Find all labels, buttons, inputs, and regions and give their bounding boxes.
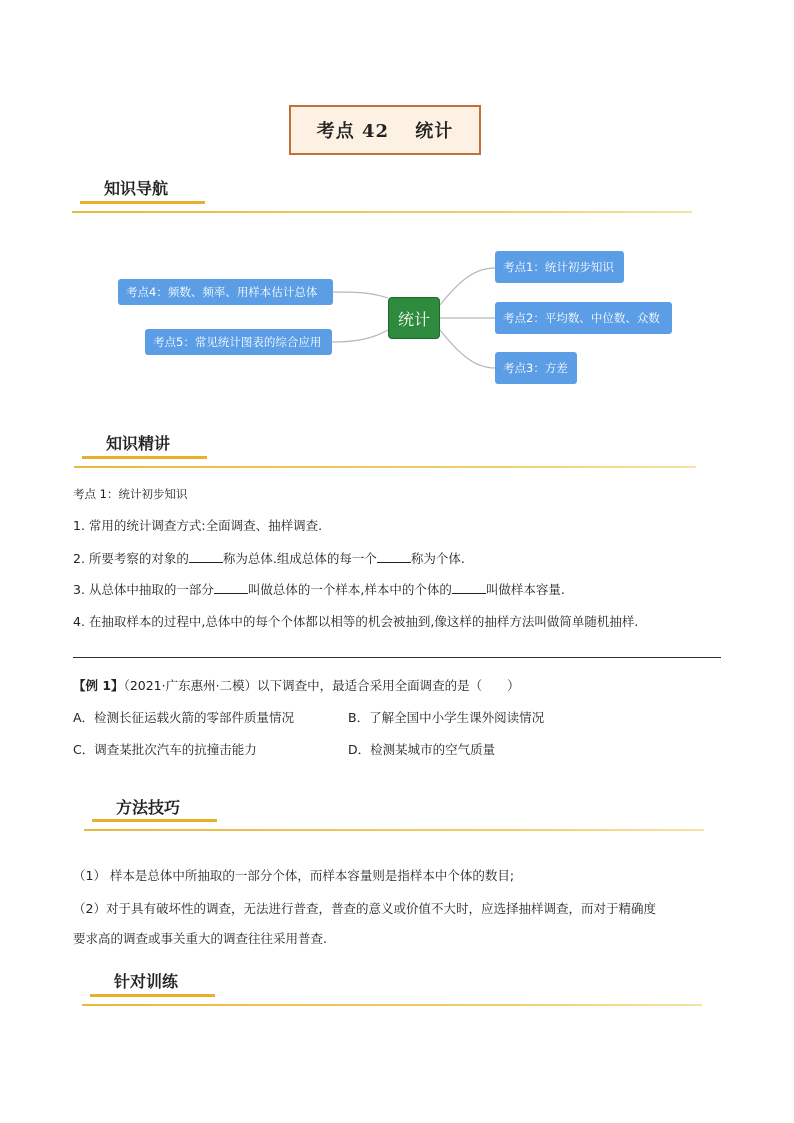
- section-title-lecture: 知识精讲: [106, 434, 171, 453]
- example-stem: 【例 1】（2021·广东惠州·二模）以下调查中，最适合采用全面调查的是（ ）: [73, 678, 520, 693]
- fill-blank: [214, 581, 248, 594]
- point1-heading: 考点 1：统计初步知识: [73, 487, 188, 501]
- section-divider: [74, 466, 696, 468]
- option-d: D．检测某城市的空气质量: [348, 742, 496, 757]
- fill-blank: [452, 581, 486, 594]
- mindmap-node-point4: 考点4：频数、频率、用样本估计总体: [118, 279, 333, 305]
- section-title-method: 方法技巧: [116, 798, 181, 817]
- option-b: B．了解全国中小学生课外阅读情况: [348, 710, 545, 725]
- point1-item2: 2. 所要考察的对象的 称为总体.组成总体的每一个 称为个体.: [73, 551, 465, 566]
- tip-2-line1: （2）对于具有破坏性的调查，无法进行普查，普查的意义或价值不大时，应选择抽样调查，而对于精确度: [73, 901, 656, 916]
- fill-blank: [189, 550, 223, 563]
- section-underline: [90, 994, 215, 997]
- mindmap-node-point5: 考点5：常见统计图表的综合应用: [145, 329, 332, 355]
- option-c: C．调查某批次汽车的抗撞击能力: [73, 742, 257, 757]
- fill-blank: [377, 550, 411, 563]
- section-underline: [82, 456, 207, 459]
- mindmap-node-point1: 考点1：统计初步知识: [495, 251, 624, 283]
- example-divider: [73, 657, 721, 658]
- point1-item3: 3. 从总体中抽取的一部分 叫做总体的一个样本,样本中的个体的 叫做样本容量.: [73, 582, 565, 597]
- example-label: 【例 1】: [73, 678, 124, 693]
- section-title-training: 针对训练: [114, 972, 179, 991]
- mindmap-node-point3: 考点3：方差: [495, 352, 577, 384]
- section-underline: [92, 819, 217, 822]
- section-divider: [82, 1004, 702, 1006]
- page-title: 考点 42 统计: [289, 105, 481, 155]
- section-divider: [84, 829, 704, 831]
- mindmap-center-node: 统计: [388, 297, 440, 339]
- point1-item1: 1. 常用的统计调查方式:全面调查、抽样调查.: [73, 518, 323, 533]
- section-title-nav: 知识导航: [104, 179, 169, 198]
- tip-2-line2: 要求高的调查或事关重大的调查往往采用普查.: [73, 931, 327, 946]
- mindmap-connectors: [0, 0, 794, 420]
- mindmap-node-point2: 考点2：平均数、中位数、众数: [495, 302, 672, 334]
- tip-1: （1） 样本是总体中所抽取的一部分个体，而样本容量则是指样本中个体的数目;: [73, 868, 515, 883]
- option-a: A．检测长征运载火箭的零部件质量情况: [73, 710, 295, 725]
- point1-item4: 4. 在抽取样本的过程中,总体中的每个个体都以相等的机会被抽到,像这样的抽样方法叫做简单随机抽样.: [73, 614, 639, 629]
